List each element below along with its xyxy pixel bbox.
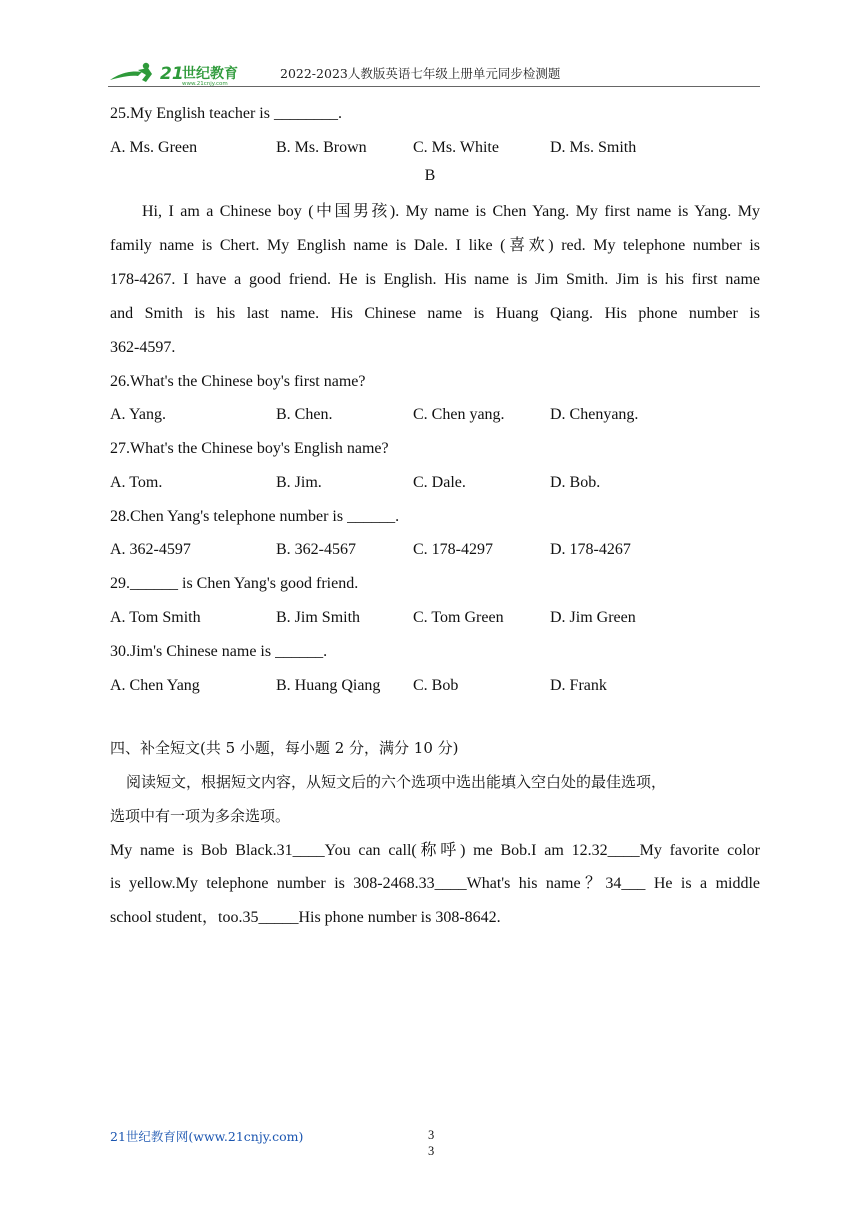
option-c: C. Dale. <box>413 474 466 491</box>
cloze-passage-line-3: school student，too.35_____His phone number is 308-8642. <box>110 909 501 926</box>
option-b: B. Huang Qiang <box>276 677 381 694</box>
question-25-stem: 25.My English teacher is ________. <box>110 105 342 122</box>
option-b: B. Jim. <box>276 474 322 491</box>
question-26-options <box>110 405 760 425</box>
option-a: A. Ms. Green <box>110 139 198 156</box>
question-25-options <box>110 138 760 158</box>
cloze-passage-line-1: My name is Bob Black.31____You can call(称呼) me Bob.I am 12.32____My favorite color <box>110 842 760 859</box>
option-a: A. Tom. <box>110 474 163 491</box>
option-c: C. 178-4297 <box>413 541 493 558</box>
option-d: D. Frank <box>550 677 607 694</box>
passage-b-line-2: family name is Chert. My English name is Dale. I like (喜欢) red. My telephone number is <box>110 237 760 254</box>
option-b: B. Chen. <box>276 406 333 423</box>
page-header <box>108 60 760 88</box>
header-divider <box>108 86 760 87</box>
question-28-options <box>110 540 760 560</box>
passage-b-line-1: Hi, I am a Chinese boy (中国男孩). My name is Chen Yang. My first name is Yang. My <box>142 203 760 220</box>
option-c: C. Chen yang. <box>413 406 505 423</box>
footer-site-link[interactable]: 21世纪教育网(www.21cnjy.com) <box>110 1129 304 1144</box>
page-number-top: 3 <box>428 1128 435 1142</box>
option-d: D. 178-4267 <box>550 541 631 558</box>
svg-text:21: 21 <box>160 64 184 84</box>
section-4-title: 四、补全短文(共 5 小题，每小题 2 分，满分 10 分) <box>110 739 459 757</box>
question-29-stem: 29.______ is Chen Yang's good friend. <box>110 575 359 592</box>
question-27-options <box>110 473 760 493</box>
cloze-passage-line-2: is yellow.My telephone number is 308-2468.33____What's his name？34___ He is a middle <box>110 875 760 892</box>
option-b: B. Jim Smith <box>276 609 361 626</box>
option-d: D. Bob. <box>550 474 601 491</box>
passage-b-line-3: 178-4267. I have a good friend. He is English. His name is Jim Smith. Jim is his first name <box>110 271 760 288</box>
option-c: C. Ms. White <box>413 139 499 156</box>
section-4-instruction-line-1: 阅读短文，根据短文内容，从短文后的六个选项中选出能填入空白处的最佳选项， <box>126 773 667 791</box>
section-b-label: B <box>424 167 436 184</box>
option-d: D. Chenyang. <box>550 406 639 423</box>
option-c: C. Tom Green <box>413 609 504 626</box>
passage-b-line-4: and Smith is his last name. His Chinese name is Huang Qiang. His phone number is <box>110 305 760 322</box>
option-a: A. Yang. <box>110 406 167 423</box>
passage-b-line-5: 362-4597. <box>110 339 176 356</box>
option-a: A. Chen Yang <box>110 677 200 694</box>
svg-text:世纪教育: 世纪教育 <box>182 66 238 82</box>
section-4-instruction-line-2: 选项中有一项为多余选项。 <box>110 807 291 825</box>
question-27-stem: 27.What's the Chinese boy's English name? <box>110 440 389 457</box>
header-title: 2022-2023人教版英语七年级上册单元同步检测题 <box>280 66 561 81</box>
option-d: D. Jim Green <box>550 609 636 626</box>
option-a: A. 362-4597 <box>110 541 191 558</box>
question-28-stem: 28.Chen Yang's telephone number is ______. <box>110 508 400 525</box>
option-d: D. Ms. Smith <box>550 139 637 156</box>
option-a: A. Tom Smith <box>110 609 201 626</box>
site-logo <box>108 60 274 86</box>
option-b: B. Ms. Brown <box>276 139 367 156</box>
question-26-stem: 26.What's the Chinese boy's first name? <box>110 373 366 390</box>
option-b: B. 362-4567 <box>276 541 356 558</box>
question-30-stem: 30.Jim's Chinese name is ______. <box>110 643 328 660</box>
svg-text:www.21cnjy.com: www.21cnjy.com <box>182 81 228 86</box>
question-29-options <box>110 608 760 628</box>
option-c: C. Bob <box>413 677 459 694</box>
question-30-options <box>110 676 760 696</box>
page-number-bottom: 3 <box>428 1144 435 1158</box>
